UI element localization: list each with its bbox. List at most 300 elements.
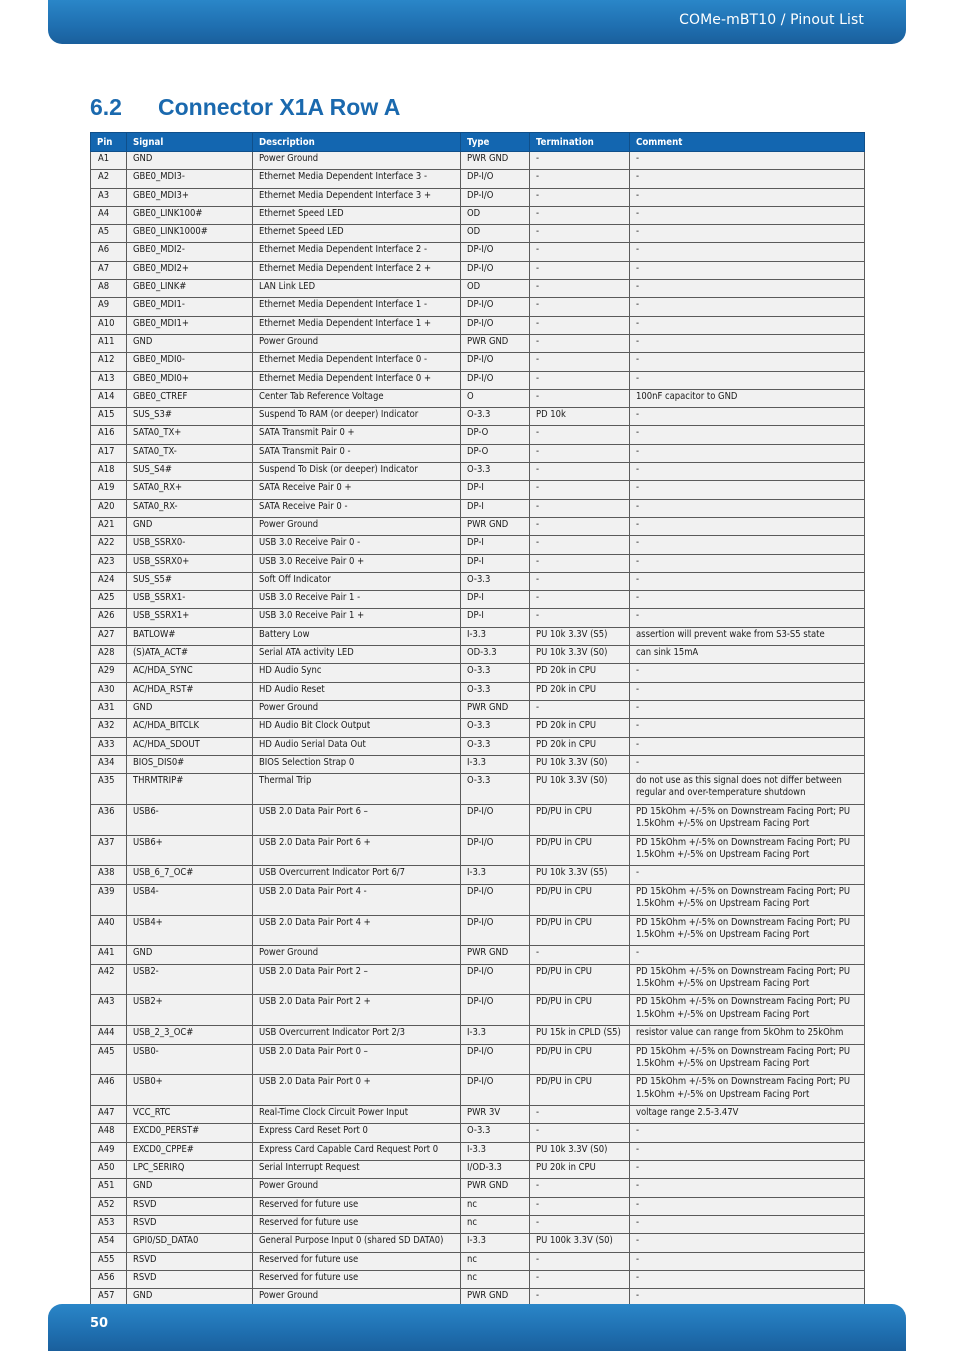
cell-signal: EXCD0_CPPE# (127, 1142, 253, 1160)
table-row (91, 170, 865, 188)
cell-type: O-3.3 (461, 572, 530, 590)
table-row (91, 206, 865, 224)
cell-comment: - (630, 517, 865, 535)
cell-comment: - (630, 206, 865, 224)
cell-pin: A38 (91, 866, 127, 884)
cell-type: O-3.3 (461, 737, 530, 755)
cell-signal: GND (127, 1289, 253, 1307)
cell-signal: GND (127, 517, 253, 535)
cell-type: nc (461, 1270, 530, 1288)
cell-type: O-3.3 (461, 719, 530, 737)
cell-termination: - (530, 243, 630, 261)
table-row (91, 152, 865, 170)
cell-type: DP-I/O (461, 915, 530, 946)
cell-description: USB 2.0 Data Pair Port 2 + (253, 995, 461, 1026)
cell-termination: - (530, 188, 630, 206)
cell-comment: - (630, 1252, 865, 1270)
cell-comment: - (630, 408, 865, 426)
cell-description: Battery Low (253, 627, 461, 645)
cell-termination: PD 20k in CPU (530, 664, 630, 682)
table-row (91, 280, 865, 298)
cell-comment: - (630, 481, 865, 499)
cell-signal: USB_6_7_OC# (127, 866, 253, 884)
table-row (91, 682, 865, 700)
cell-pin: A3 (91, 188, 127, 206)
cell-type: I-3.3 (461, 1142, 530, 1160)
table-header-row (91, 133, 865, 152)
cell-signal: GPI0/SD_DATA0 (127, 1234, 253, 1252)
cell-description: HD Audio Sync (253, 664, 461, 682)
cell-description: Ethernet Media Dependent Interface 1 + (253, 316, 461, 334)
cell-signal: USB0+ (127, 1075, 253, 1106)
cell-termination: - (530, 1197, 630, 1215)
cell-termination: - (530, 1215, 630, 1233)
page-number: 50 (90, 1316, 109, 1331)
cell-termination: PD/PU in CPU (530, 964, 630, 995)
cell-comment: - (630, 1234, 865, 1252)
cell-type: I-3.3 (461, 1234, 530, 1252)
cell-signal: RSVD (127, 1252, 253, 1270)
cell-type: DP-I/O (461, 804, 530, 835)
cell-comment: - (630, 866, 865, 884)
cell-pin: A8 (91, 280, 127, 298)
cell-comment: - (630, 755, 865, 773)
cell-description: Reserved for future use (253, 1215, 461, 1233)
cell-termination: PD 20k in CPU (530, 682, 630, 700)
table-row (91, 225, 865, 243)
cell-description: Ethernet Speed LED (253, 206, 461, 224)
cell-comment: - (630, 591, 865, 609)
cell-pin: A57 (91, 1289, 127, 1307)
cell-comment: - (630, 371, 865, 389)
table-row (91, 353, 865, 371)
cell-termination: - (530, 152, 630, 170)
cell-description: USB 2.0 Data Pair Port 6 + (253, 835, 461, 866)
cell-termination: PD/PU in CPU (530, 884, 630, 915)
cell-type: DP-I/O (461, 371, 530, 389)
cell-comment: PD 15kOhm +/-5% on Downstream Facing Port; PU 1.5kOhm +/-5% on Upstream Facing Port (630, 804, 865, 835)
cell-termination: - (530, 572, 630, 590)
cell-type: PWR GND (461, 946, 530, 964)
cell-pin: A15 (91, 408, 127, 426)
cell-description: Soft Off Indicator (253, 572, 461, 590)
cell-type: DP-I/O (461, 261, 530, 279)
cell-comment: PD 15kOhm +/-5% on Downstream Facing Port; PU 1.5kOhm +/-5% on Upstream Facing Port (630, 995, 865, 1026)
cell-pin: A10 (91, 316, 127, 334)
cell-signal: GBE0_MDI0+ (127, 371, 253, 389)
cell-termination: - (530, 554, 630, 572)
cell-type: DP-I (461, 609, 530, 627)
cell-termination: PU 10k 3.3V (S5) (530, 866, 630, 884)
cell-termination: - (530, 444, 630, 462)
cell-pin: A18 (91, 463, 127, 481)
cell-type: DP-I/O (461, 188, 530, 206)
cell-type: DP-I/O (461, 835, 530, 866)
cell-termination: - (530, 170, 630, 188)
cell-comment: - (630, 261, 865, 279)
cell-description: Thermal Trip (253, 774, 461, 805)
cell-pin: A35 (91, 774, 127, 805)
column-header-pin: Pin (91, 133, 127, 152)
cell-pin: A44 (91, 1026, 127, 1044)
cell-type: O (461, 389, 530, 407)
cell-description: SATA Receive Pair 0 - (253, 499, 461, 517)
cell-pin: A50 (91, 1161, 127, 1179)
pinout-table (90, 132, 865, 1307)
cell-type: nc (461, 1197, 530, 1215)
cell-description: USB 2.0 Data Pair Port 4 + (253, 915, 461, 946)
cell-comment: - (630, 737, 865, 755)
cell-termination: - (530, 426, 630, 444)
cell-pin: A33 (91, 737, 127, 755)
cell-termination: PU 15k in CPLD (S5) (530, 1026, 630, 1044)
section-number: 6.2 (90, 94, 122, 120)
cell-comment: - (630, 1270, 865, 1288)
cell-type: O-3.3 (461, 682, 530, 700)
cell-description: Power Ground (253, 946, 461, 964)
cell-termination: - (530, 700, 630, 718)
cell-signal: USB4+ (127, 915, 253, 946)
cell-comment: - (630, 353, 865, 371)
cell-signal: SATA0_RX+ (127, 481, 253, 499)
cell-description: Reserved for future use (253, 1252, 461, 1270)
cell-signal: (S)ATA_ACT# (127, 646, 253, 664)
table-row (91, 755, 865, 773)
cell-description: SATA Receive Pair 0 + (253, 481, 461, 499)
page-header-band (48, 0, 906, 44)
cell-signal: USB2+ (127, 995, 253, 1026)
table-row (91, 334, 865, 352)
table-row (91, 866, 865, 884)
cell-termination: - (530, 389, 630, 407)
cell-pin: A43 (91, 995, 127, 1026)
table-row (91, 243, 865, 261)
cell-termination: PD 20k in CPU (530, 719, 630, 737)
cell-signal: GBE0_MDI1+ (127, 316, 253, 334)
table-row (91, 316, 865, 334)
table-row (91, 1252, 865, 1270)
cell-description: Ethernet Media Dependent Interface 2 + (253, 261, 461, 279)
cell-pin: A45 (91, 1044, 127, 1075)
cell-comment: - (630, 1289, 865, 1307)
cell-pin: A24 (91, 572, 127, 590)
cell-signal: GND (127, 334, 253, 352)
cell-termination: - (530, 463, 630, 481)
cell-termination: - (530, 298, 630, 316)
cell-signal: GBE0_MDI0- (127, 353, 253, 371)
cell-type: DP-I/O (461, 1075, 530, 1106)
cell-type: DP-I (461, 536, 530, 554)
cell-description: HD Audio Reset (253, 682, 461, 700)
cell-pin: A23 (91, 554, 127, 572)
cell-type: DP-I/O (461, 964, 530, 995)
table-row (91, 774, 865, 805)
cell-description: Suspend To RAM (or deeper) Indicator (253, 408, 461, 426)
cell-type: I-3.3 (461, 866, 530, 884)
cell-termination: - (530, 261, 630, 279)
cell-termination: - (530, 280, 630, 298)
cell-pin: A41 (91, 946, 127, 964)
table-row (91, 1270, 865, 1288)
cell-comment: - (630, 463, 865, 481)
cell-type: PWR GND (461, 152, 530, 170)
cell-pin: A32 (91, 719, 127, 737)
cell-signal: VCC_RTC (127, 1106, 253, 1124)
cell-description: Serial Interrupt Request (253, 1161, 461, 1179)
cell-termination: - (530, 353, 630, 371)
cell-type: OD (461, 206, 530, 224)
cell-pin: A39 (91, 884, 127, 915)
cell-termination: - (530, 316, 630, 334)
cell-comment: - (630, 280, 865, 298)
cell-termination: - (530, 1252, 630, 1270)
cell-type: I-3.3 (461, 755, 530, 773)
table-row (91, 463, 865, 481)
cell-pin: A37 (91, 835, 127, 866)
cell-pin: A14 (91, 389, 127, 407)
cell-termination: - (530, 1106, 630, 1124)
cell-comment: - (630, 536, 865, 554)
cell-type: DP-I/O (461, 353, 530, 371)
cell-description: Ethernet Speed LED (253, 225, 461, 243)
cell-description: LAN Link LED (253, 280, 461, 298)
cell-type: PWR GND (461, 334, 530, 352)
table-row (91, 371, 865, 389)
cell-type: PWR GND (461, 1179, 530, 1197)
cell-pin: A51 (91, 1179, 127, 1197)
table-row (91, 915, 865, 946)
cell-pin: A42 (91, 964, 127, 995)
cell-termination: PU 10k 3.3V (S5) (530, 627, 630, 645)
cell-type: nc (461, 1252, 530, 1270)
table-row (91, 664, 865, 682)
cell-signal: SATA0_RX- (127, 499, 253, 517)
cell-description: USB 2.0 Data Pair Port 0 – (253, 1044, 461, 1075)
cell-type: PWR GND (461, 1289, 530, 1307)
cell-description: Power Ground (253, 517, 461, 535)
cell-termination: - (530, 334, 630, 352)
cell-pin: A4 (91, 206, 127, 224)
cell-comment: - (630, 664, 865, 682)
cell-comment: PD 15kOhm +/-5% on Downstream Facing Port; PU 1.5kOhm +/-5% on Upstream Facing Port (630, 1075, 865, 1106)
cell-type: DP-I/O (461, 298, 530, 316)
table-row (91, 995, 865, 1026)
cell-comment: - (630, 719, 865, 737)
cell-termination: - (530, 1270, 630, 1288)
table-row (91, 964, 865, 995)
cell-termination: - (530, 225, 630, 243)
cell-description: Power Ground (253, 700, 461, 718)
cell-type: O-3.3 (461, 664, 530, 682)
cell-signal: USB6+ (127, 835, 253, 866)
cell-signal: USB_SSRX0+ (127, 554, 253, 572)
table-row (91, 591, 865, 609)
table-row (91, 188, 865, 206)
cell-comment: assertion will prevent wake from S3-S5 state (630, 627, 865, 645)
table-row (91, 1106, 865, 1124)
cell-termination: - (530, 591, 630, 609)
cell-signal: USB4- (127, 884, 253, 915)
cell-termination: PD/PU in CPU (530, 1075, 630, 1106)
cell-comment: PD 15kOhm +/-5% on Downstream Facing Port; PU 1.5kOhm +/-5% on Upstream Facing Port (630, 1044, 865, 1075)
cell-signal: AC/HDA_BITCLK (127, 719, 253, 737)
cell-signal: GND (127, 700, 253, 718)
cell-termination: PD 10k (530, 408, 630, 426)
table-row (91, 1234, 865, 1252)
cell-termination: - (530, 609, 630, 627)
cell-description: Ethernet Media Dependent Interface 2 - (253, 243, 461, 261)
cell-termination: PD/PU in CPU (530, 915, 630, 946)
cell-signal: BIOS_DIS0# (127, 755, 253, 773)
cell-comment: - (630, 170, 865, 188)
cell-description: Reserved for future use (253, 1197, 461, 1215)
cell-pin: A52 (91, 1197, 127, 1215)
cell-signal: USB_2_3_OC# (127, 1026, 253, 1044)
table-row (91, 499, 865, 517)
cell-pin: A56 (91, 1270, 127, 1288)
cell-pin: A7 (91, 261, 127, 279)
cell-comment: - (630, 225, 865, 243)
table-row (91, 481, 865, 499)
cell-type: DP-I/O (461, 884, 530, 915)
cell-signal: USB2- (127, 964, 253, 995)
cell-description: USB 2.0 Data Pair Port 2 – (253, 964, 461, 995)
table-row (91, 1215, 865, 1233)
table-row (91, 646, 865, 664)
cell-termination: - (530, 1124, 630, 1142)
cell-type: DP-I/O (461, 316, 530, 334)
table-row (91, 1075, 865, 1106)
cell-termination: PD/PU in CPU (530, 1044, 630, 1075)
cell-type: PWR GND (461, 700, 530, 718)
cell-termination: PU 10k 3.3V (S0) (530, 1142, 630, 1160)
cell-signal: GBE0_LINK1000# (127, 225, 253, 243)
cell-description: Ethernet Media Dependent Interface 0 + (253, 371, 461, 389)
cell-signal: GBE0_LINK# (127, 280, 253, 298)
page-footer-band (48, 1304, 906, 1351)
table-row (91, 572, 865, 590)
cell-termination: PU 100k 3.3V (S0) (530, 1234, 630, 1252)
cell-description: BIOS Selection Strap 0 (253, 755, 461, 773)
cell-pin: A28 (91, 646, 127, 664)
cell-comment: - (630, 1142, 865, 1160)
cell-comment: - (630, 682, 865, 700)
cell-signal: GBE0_CTREF (127, 389, 253, 407)
cell-type: I-3.3 (461, 627, 530, 645)
cell-signal: GBE0_MDI3+ (127, 188, 253, 206)
cell-pin: A29 (91, 664, 127, 682)
cell-pin: A25 (91, 591, 127, 609)
cell-description: USB 2.0 Data Pair Port 4 - (253, 884, 461, 915)
cell-description: Power Ground (253, 152, 461, 170)
cell-pin: A12 (91, 353, 127, 371)
cell-type: DP-I/O (461, 243, 530, 261)
cell-signal: SATA0_TX- (127, 444, 253, 462)
cell-signal: GBE0_MDI2+ (127, 261, 253, 279)
cell-comment: PD 15kOhm +/-5% on Downstream Facing Port; PU 1.5kOhm +/-5% on Upstream Facing Port (630, 964, 865, 995)
cell-type: OD (461, 225, 530, 243)
table-row (91, 1161, 865, 1179)
cell-description: USB 3.0 Receive Pair 0 + (253, 554, 461, 572)
cell-type: DP-I (461, 481, 530, 499)
cell-pin: A54 (91, 1234, 127, 1252)
cell-comment: - (630, 1124, 865, 1142)
column-header-signal: Signal (127, 133, 253, 152)
cell-description: Reserved for future use (253, 1270, 461, 1288)
table-row (91, 298, 865, 316)
cell-termination: PU 20k in CPU (530, 1161, 630, 1179)
cell-description: Power Ground (253, 1179, 461, 1197)
cell-signal: SUS_S3# (127, 408, 253, 426)
cell-pin: A31 (91, 700, 127, 718)
table-row (91, 804, 865, 835)
cell-description: Power Ground (253, 1289, 461, 1307)
section-heading (90, 94, 400, 121)
cell-signal: USB_SSRX1+ (127, 609, 253, 627)
cell-description: Ethernet Media Dependent Interface 1 - (253, 298, 461, 316)
cell-signal: USB_SSRX0- (127, 536, 253, 554)
cell-termination: PD/PU in CPU (530, 835, 630, 866)
cell-pin: A26 (91, 609, 127, 627)
column-header-termination: Termination (530, 133, 630, 152)
cell-comment: do not use as this signal does not differ between regular and over-temperature shutdown (630, 774, 865, 805)
cell-type: OD-3.3 (461, 646, 530, 664)
cell-type: O-3.3 (461, 1124, 530, 1142)
cell-signal: THRMTRIP# (127, 774, 253, 805)
cell-pin: A36 (91, 804, 127, 835)
cell-comment: - (630, 188, 865, 206)
cell-signal: GBE0_MDI1- (127, 298, 253, 316)
cell-pin: A1 (91, 152, 127, 170)
table-row (91, 426, 865, 444)
cell-signal: AC/HDA_SDOUT (127, 737, 253, 755)
cell-pin: A19 (91, 481, 127, 499)
cell-comment: - (630, 499, 865, 517)
cell-termination: - (530, 536, 630, 554)
cell-description: SATA Transmit Pair 0 - (253, 444, 461, 462)
cell-pin: A30 (91, 682, 127, 700)
cell-type: DP-I (461, 591, 530, 609)
cell-comment: - (630, 1161, 865, 1179)
cell-termination: - (530, 946, 630, 964)
cell-comment: 100nF capacitor to GND (630, 389, 865, 407)
cell-description: Express Card Reset Port 0 (253, 1124, 461, 1142)
cell-signal: RSVD (127, 1270, 253, 1288)
cell-signal: EXCD0_PERST# (127, 1124, 253, 1142)
cell-type: OD (461, 280, 530, 298)
cell-pin: A5 (91, 225, 127, 243)
table-row (91, 408, 865, 426)
cell-pin: A20 (91, 499, 127, 517)
cell-comment: - (630, 572, 865, 590)
cell-comment: - (630, 444, 865, 462)
cell-comment: - (630, 316, 865, 334)
cell-comment: - (630, 1197, 865, 1215)
table-row (91, 946, 865, 964)
cell-signal: GND (127, 1179, 253, 1197)
cell-pin: A2 (91, 170, 127, 188)
cell-comment: PD 15kOhm +/-5% on Downstream Facing Port; PU 1.5kOhm +/-5% on Upstream Facing Port (630, 835, 865, 866)
cell-pin: A11 (91, 334, 127, 352)
cell-description: USB 3.0 Receive Pair 1 - (253, 591, 461, 609)
document-title: COMe-mBT10 / Pinout List (679, 12, 864, 28)
cell-comment: resistor value can range from 5kOhm to 25kOhm (630, 1026, 865, 1044)
cell-comment: - (630, 334, 865, 352)
cell-type: I-3.3 (461, 1026, 530, 1044)
cell-pin: A6 (91, 243, 127, 261)
cell-termination: PU 10k 3.3V (S0) (530, 646, 630, 664)
cell-signal: USB_SSRX1- (127, 591, 253, 609)
